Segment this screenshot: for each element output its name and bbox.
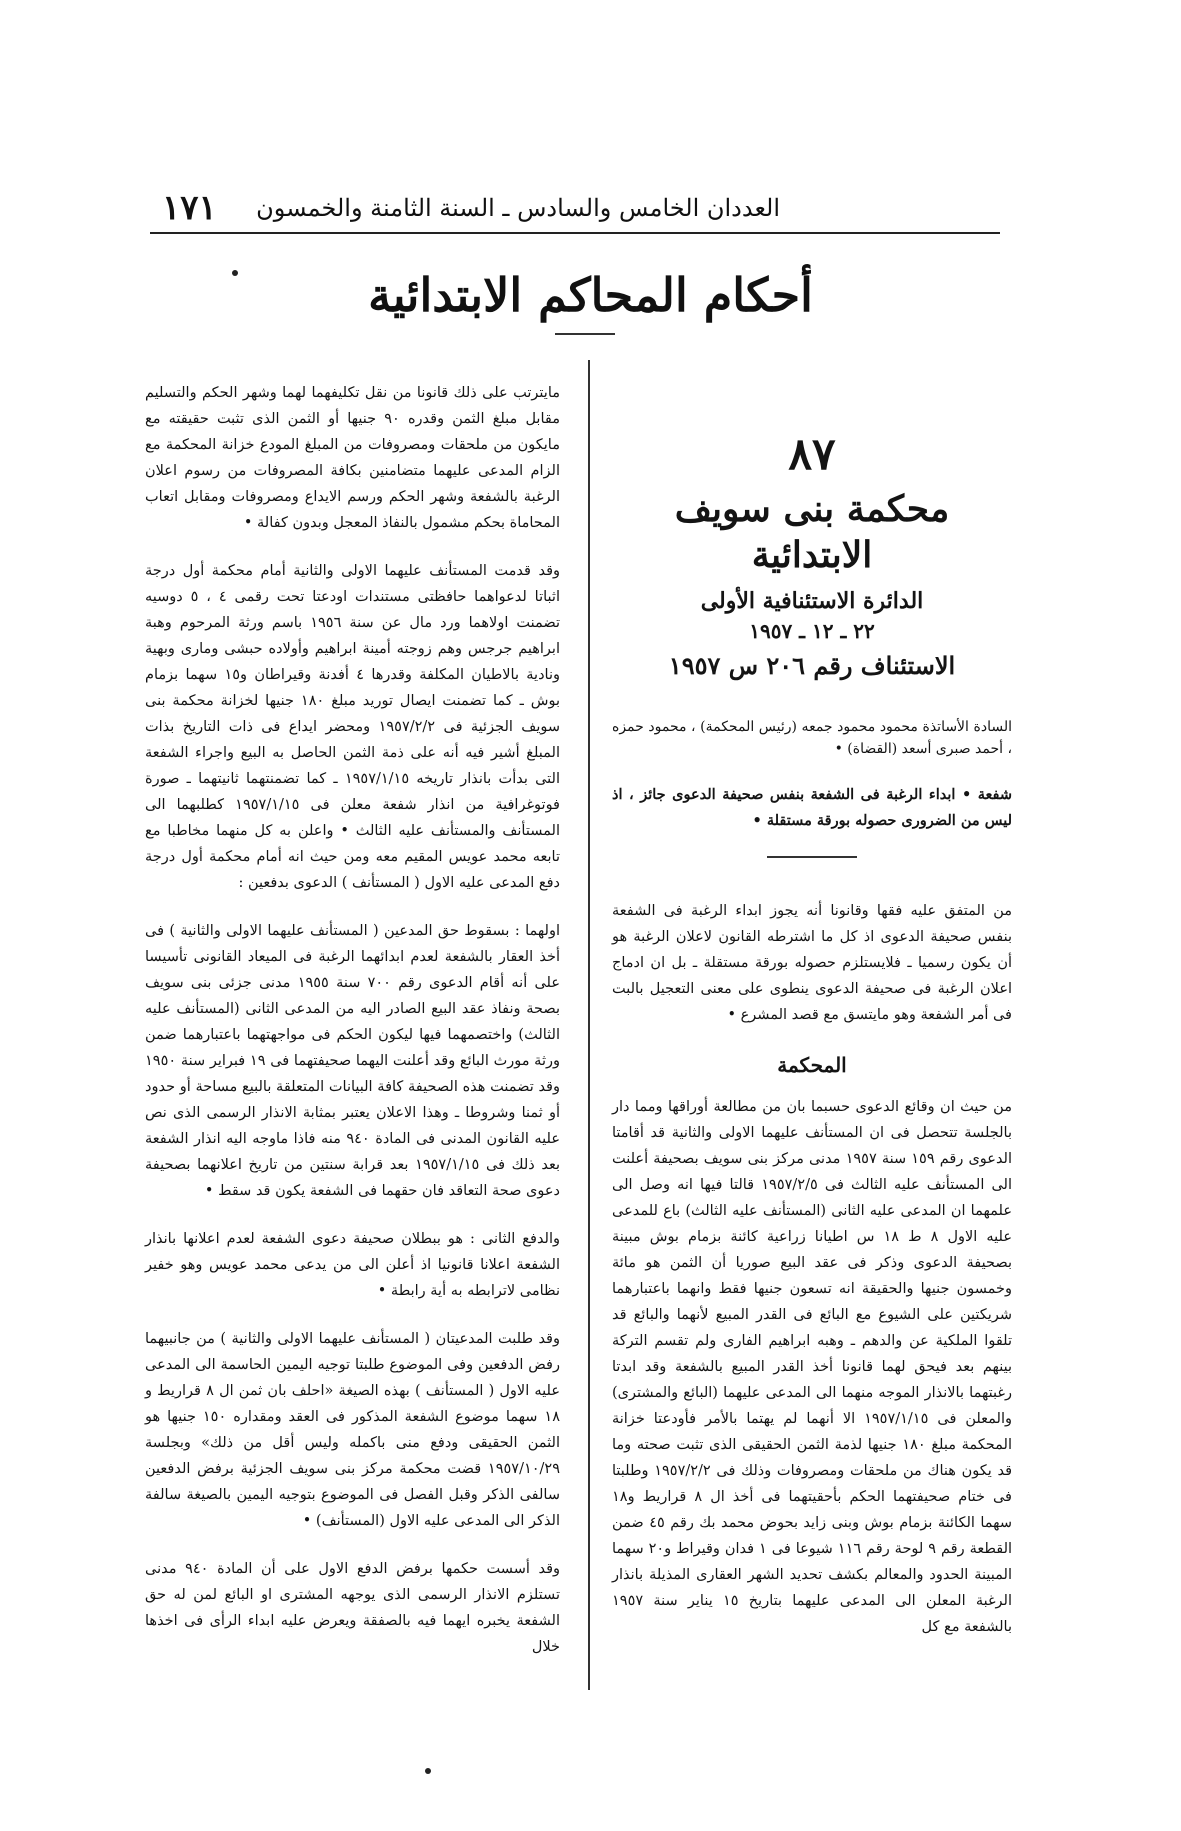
case-date: ٢٢ ـ ١٢ ـ ١٩٥٧ — [749, 619, 875, 643]
judgment-body: من حيث ان وقائع الدعوى حسبما بان من مطالعة أوراقها ومما دار بالجلسة تتحصل فى ان المستأنف عليهما الاولى والثانية قد أقامتا الدعوى رقم ١٥٩ سنة ١٩٥٧ مدنى مركز بنى سويف بصحيفة أعلنت الى المستأنف عليه الثالث فى ١٩٥٧/٢/٥ قالتا فيها انه وصل الى علمهما ان المدعى عليه الثانى (المستأنف عليه الثالث) باع للمدعى عليه الاول ٨ ط ١٨ س اطيانا زراعية كائنة بزمام بوش مبينة بصحيفة الدعوى وذكر فى عقد البيع صوريا أن الثمن هو مائة وخمسون جنيها والحقيقة انه تسعون جنيها فقط وانهما باعتبارهما شريكتين على الشيوع مع البائع فى القدر المبيع لأنهما والبائع قد تلقوا الملكية عن والدهم ـ وهبه ابراهيم الفارى ولم تقسم التركة بينهم بعد فيحق لهما قانونا أخذ القدر المبيع بالشفعة وقد ابدتا رغبتهما بالانذار الموجه منهما الى المدعى عليهما (البائع والمشترى) والمعلن فى ١٩٥٧/١/١٥ الا أنهما لم يهتما بالأمر فأودعتا خزانة المحكمة مبلغ ١٨٠ جنيها لذمة الثمن الحقيقى الذى تثبت صحته وما قد يكون هناك من ملحقات ومصروفات وذلك فى ١٩٥٧/٢/٢ وطلبتا فى ختام صحيفتهما الحكم بأحقيتهما فى أخذ ال ٨ قراريط و١٨ سهما الكائنة بزمام بوش وبنى زايد بحوض محمد بك رقم ٤٥ ضمن القطعة رقم ٩ لوحة رقم ١١٦ شيوعا فى ١ فدان وقيراط و٢٠ سهما المبينة الحدود والمعالم بكشف تحديد الشهر العقارى المذيلة بانذار الرغبة المعلن الى المدعى عليهما بتاريخ ١٥ يناير سنة ١٩٥٧ بالشفعة مع كل — [612, 1099, 1013, 1635]
title-rule — [555, 333, 615, 335]
court-heading: المحكمة — [777, 1053, 847, 1077]
section-title: أحكام المحاكم الابتدائية — [368, 268, 813, 322]
paragraph: وقد قدمت المستأنف عليهما الاولى والثانية أمام محكمة أول درجة اثباتا لدعواهما حافظتى مستندات اودعتا تحت رقمى ٤ ، ٥ دوسيه تضمنت اولاهما ورد مال عن سنة ١٩٥٦ باسم ورثة المرحوم وهبة ابراهيم جرجس وهم زوجته أمينة ابراهيم وأولاده حبشى ومارى وبهية ونادية بالاطيان المكلفة وقدرها ٤ أفدنة وقيراطان و١٥ سهما بزمام بوش ـ كما تضمنت ايصال توريد مبلغ ١٨٠ جنيها لخزانة محكمة بنى سويف الجزئية فى ١٩٥٧/٢/٢ ومحضر ايداع فى ذات التاريخ بذات المبلغ أشير فيه أنه على ذمة الثمن الحاصل به البيع واجراء الشفعة التى بدأت بانذار تاريخه ١٩٥٧/١/١٥ ـ كما تضمنتهما ثانيتهما ـ صورة فوتوغرافية من انذار شفعة معلن فى ١٩٥٧/١/١٥ كطلبهما الى المستأنف والمستأنف عليه الثالث • واعلن به كل منهما مخاطبا مع تابعه محمد عويس المقيم معه ومن حيث انه أمام محكمة أول درجة دفع المدعى عليه الاول ( المستأنف ) الدعوى بدفعين : — [145, 563, 560, 891]
speck-dot — [425, 1768, 431, 1774]
right-column — [612, 380, 1012, 1662]
headnote: شفعة • ابداء الرغبة فى الشفعة بنفس صحيفة الدعوى جائز ، اذ ليس من الضرورى حصوله بورقة مستقلة • — [612, 786, 1012, 829]
column-divider — [588, 360, 590, 1690]
appeal-number: الاستئناف رقم ٢٠٦ س ١٩٥٧ — [668, 651, 956, 680]
legal-principle: من المتفق عليه فقها وقانونا أنه يجوز ابداء الرغبة فى الشفعة بنفس صحيفة الدعوى اذ كل ما اشترطه القانون لاعلان الرغبة هو أن يكون رسميا ـ فلايستلزم حصوله بورقة مستقلة ـ بل ان ادماج اعلان الرغبة فى صحيفة الدعوى ينطوى على معنى التعجيل بالبت فى أمر الشفعة وهو مايتسق مع قصد المشرع • — [612, 903, 1012, 1023]
paragraph: والدفع الثانى : هو ببطلان صحيفة دعوى الشفعة لعدم اعلانها بانذار الشفعة اعلانا قانونيا اذ أعلن الى من يدعى محمد عويس وهو خفير نظامى لاترابطه به أية رابطة • — [145, 1231, 560, 1299]
page-number: ١٧١ — [162, 188, 217, 228]
court-circuit: الدائرة الاستئنافية الأولى — [700, 588, 924, 614]
left-column — [145, 380, 560, 1682]
headnote-rule — [767, 856, 857, 858]
case-number: ٨٧ — [788, 429, 836, 480]
court-name: محكمة بنى سويف الابتدائية — [674, 488, 950, 576]
paragraph: وقد أسست حكمها برفض الدفع الاول على أن المادة ٩٤٠ مدنى تستلزم الانذار الرسمى الذى يوجهه المشترى او البائع لمن له حق الشفعة يخبره ايهما فيه بالصفقة ويعرض عليه ابداء الرأى فى اخذها خلال — [145, 1561, 561, 1655]
paragraph: اولهما : بسقوط حق المدعين ( المستأنف عليهما الاولى والثانية ) فى أخذ العقار بالشفعة لعدم ابدائهما الرغبة فى الميعاد القانونى تأسيسا على أنه أقام الدعوى رقم ٧٠٠ سنة ١٩٥٥ مدنى جزئى بنى سويف بصحة ونفاذ عقد البيع الصادر اليه من المدعى الثانى (المستأنف عليه الثالث) واختصمهما فيها ليكون الحكم فى مواجهتهما باعتبارهما ضمن ورثة مورث البائع وقد أعلنت اليهما صحيفتهما فى ١٩ فبراير سنة ١٩٥٠ وقد تضمنت هذه الصحيفة كافة البيانات المتعلقة بالبيع مساحة أو حدود أو ثمنا وشروطا ـ وهذا الاعلان يعتبر بمثابة الانذار الرسمى الذى نص عليه القانون المدنى فى المادة ٩٤٠ منه فاذا ماوجه اليه انذار الشفعة بعد ذلك فى ١٩٥٧/١/١٥ بعد قرابة سنتين من تاريخ اعلانهما بصحيفة دعوى صحة التعاقد فان حقهما فى الشفعة يكون قد سقط • — [145, 923, 560, 1199]
header-rule — [150, 232, 1000, 234]
page-header — [150, 180, 1000, 230]
paragraph: وقد طلبت المدعيتان ( المستأنف عليهما الاولى والثانية ) من جانبيهما رفض الدفعين وفى الموضوع طلبتا توجيه اليمين الحاسمة الى المدعى عليه الاول ( المستأنف ) بهذه الصيغة «احلف بان ثمن ال ٨ قراريط و ١٨ سهما موضوع الشفعة المذكور فى العقد ومقداره ١٥٠ جنيها هو الثمن الحقيقى ودفع منى باكمله وليس أقل من ذلك» وبجلسة ١٩٥٧/١٠/٢٩ قضت محكمة مركز بنى سويف الجزئية برفض الدفعين سالفى الذكر وقبل الفصل فى الموضوع بتوجيه اليمين بالصيغة سالفة الذكر الى المدعى عليه الاول (المستأنف) • — [145, 1331, 560, 1529]
judges-line: السادة الأساتذة محمود محمود جمعه (رئيس المحكمة) ، محمود حمزه ، أحمد صبرى أسعد (القضاة) • — [612, 719, 1012, 757]
running-head: العددان الخامس والسادس ـ السنة الثامنة والخمسون — [256, 194, 780, 222]
paragraph: مايترتب على ذلك قانونا من نقل تكليفهما لهما وشهر الحكم والتسليم مقابل مبلغ الثمن وقدره ٩٠ جنيها أو الثمن الذى تثبت حقيقته مع مايكون من ملحقات ومصروفات من المبلغ المودع خزانة المحكمة مع الزام المدعى عليهما متضامنين بكافة المصروفات من رسوم اعلان الرغبة بالشفعة وشهر الحكم ورسم الايداع ومصروفات ومقابل اتعاب المحاماة بحكم مشمول بالنفاذ المعجل وبدون كفالة • — [145, 385, 560, 531]
